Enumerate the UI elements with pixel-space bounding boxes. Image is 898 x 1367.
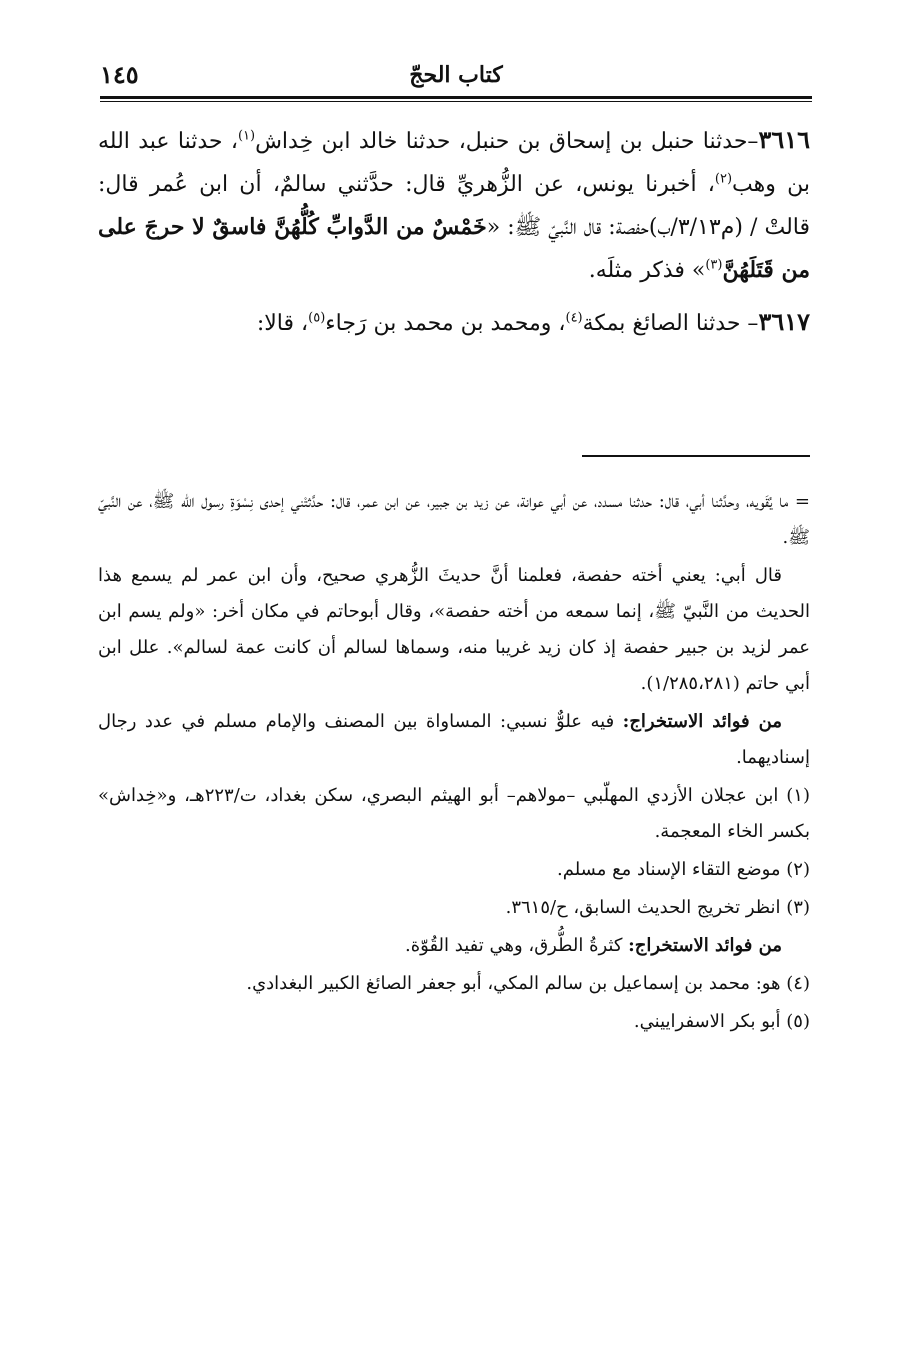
footnote-ref: (٤) bbox=[565, 310, 583, 326]
hadith-number: ٣٦١٧ bbox=[758, 307, 810, 336]
page-header bbox=[100, 60, 812, 90]
benefit-text: كثرةُ الطُّرق، وهي تفيد القُوّة. bbox=[405, 935, 629, 956]
benefit-text: فيه علوٌّ نسبي: المساواة بين المصنف والإمام مسلم في عدد رجال إسناديهما. bbox=[98, 711, 810, 768]
main-text bbox=[98, 118, 810, 345]
footnotes bbox=[98, 484, 810, 1040]
page-number: ١٤٥ bbox=[100, 60, 139, 89]
hadith-text: ، أخبرنا يونس، عن الزُّهريِّ قال: حدَّثني سالمٌ، أن ابن عُمر قال: قالتْ / (م٣/١٣/ب)حفصة: قال النَّبيّ ﷺ: « bbox=[98, 172, 811, 240]
footnote-ref: (١) bbox=[237, 128, 256, 144]
hadith-text: –حدثنا حنبل بن إسحاق بن حنبل، حدثنا خالد ابن خِداش bbox=[255, 129, 759, 154]
hadith-3617 bbox=[98, 300, 810, 345]
hadith-text: ، قالا: bbox=[256, 311, 309, 336]
footnote-1: (١) ابن عجلان الأزدي المهلّبي –مولاهم– أبو الهيثم البصري، سكن بغداد، ت/٢٢٣هـ، و«خِداش» بكسر الخاء المعجمة. bbox=[98, 785, 810, 842]
footnote-ref: (٥) bbox=[308, 310, 326, 326]
hadith-3616 bbox=[98, 118, 810, 292]
hadith-text: ، حدثنا عبد الله بن وهب bbox=[98, 129, 810, 197]
extraction-benefit bbox=[98, 928, 810, 964]
footnote-2: (٢) موضع التقاء الإسناد مع مسلم. bbox=[557, 859, 810, 880]
footnote-5: (٥) أبو بكر الاسفراييني. bbox=[633, 1011, 810, 1032]
benefit-label: من فوائد الاستخراج: bbox=[622, 711, 782, 732]
footnote-continuation: = ما يُقَويه، وحدَّثنا أبي، قال: حدثنا مسدد، عن أبي عوانة، عن زيد بن جبير، عن ابن عمر، قال: حدَّثتْني إحدى نِسْوَةِ رسول الله ﷺ، عن النَّبيّ ﷺ. bbox=[98, 491, 810, 548]
footnote-ref: (٢) bbox=[714, 171, 733, 187]
prophetic-quote: خَمْسٌ من الدَّوابِّ كُلُّهُنَّ فاسقٌ لا حرجَ على من قَتَلَهُنَّ bbox=[98, 214, 810, 283]
hadith-text: – حدثنا الصائغ بمكة bbox=[582, 311, 759, 336]
footnote-ref: (٣) bbox=[705, 257, 723, 273]
footnote-continuation: قال أبي: يعني أخته حفصة، فعلمنا أنَّ حديثَ الزُّهري صحيح، وأن ابن عمر لم يسمع هذا الحديث من النَّبيّ ﷺ، إنما سمعه من أخته حفصة»، وقال أبوحاتم في مكان أخر: «ولم يسم ابن عمر لزيد بن جبير حفصة إذ كان زيد غريبا منه، وسماها لسالم أن كانت عمة لسالم». علل ابن أبي حاتم (١/٢٨٥،٢٨١). bbox=[98, 565, 810, 694]
hadith-text: ، ومحمد بن محمد بن رَجاء bbox=[325, 311, 566, 336]
header-rule bbox=[100, 96, 812, 102]
benefit-label: من فوائد الاستخراج: bbox=[628, 935, 782, 956]
running-title: كتاب الحجّ bbox=[409, 62, 503, 88]
extraction-benefit bbox=[98, 704, 810, 776]
footnote-4: (٤) هو: محمد بن إسماعيل بن سالم المكي، أبو جعفر الصائغ الكبير البغدادي. bbox=[246, 973, 810, 994]
footnote-3: (٣) انظر تخريج الحديث السابق، ح/٣٦١٥. bbox=[505, 897, 810, 918]
footnote-separator bbox=[582, 455, 810, 457]
hadith-number: ٣٦١٦ bbox=[758, 125, 810, 154]
hadith-text: » فذكر مثلَه. bbox=[588, 258, 706, 283]
